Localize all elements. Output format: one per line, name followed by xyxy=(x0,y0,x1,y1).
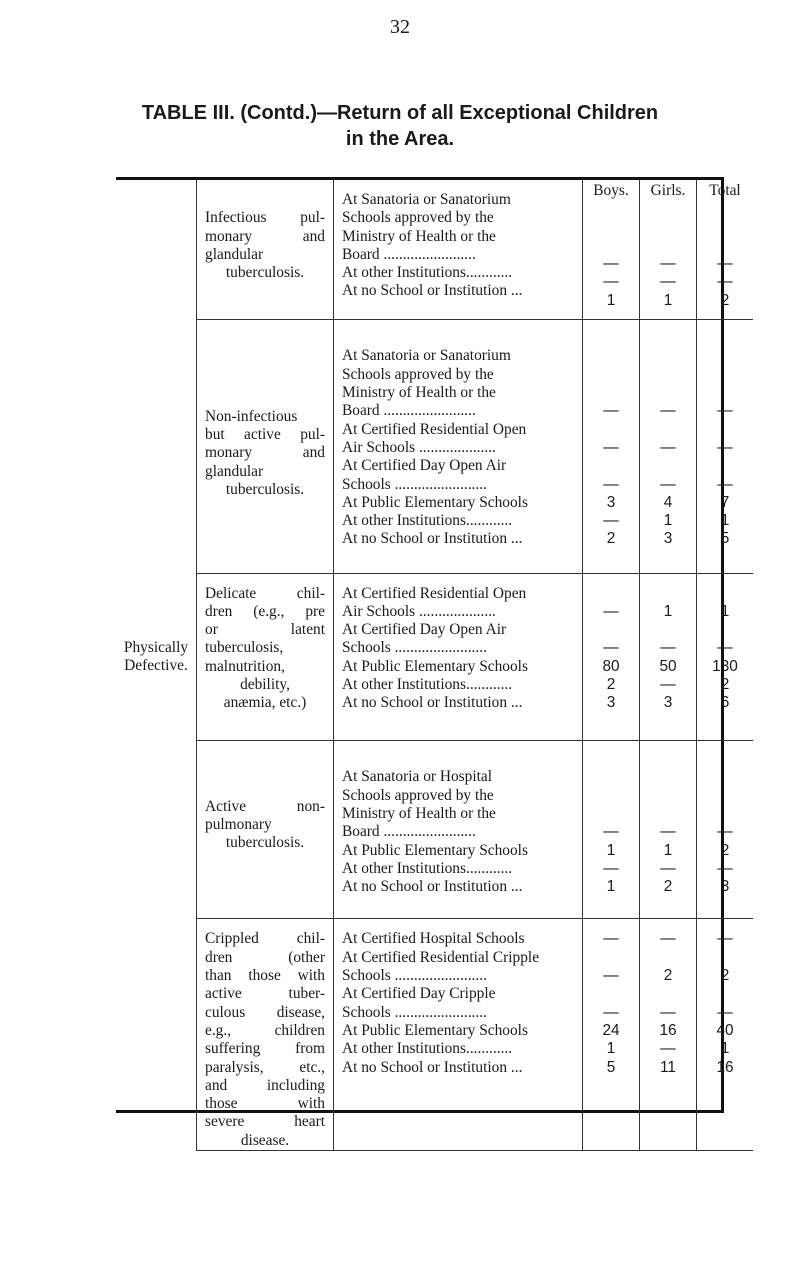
girls-value: 1 xyxy=(663,512,673,530)
girls-value: — xyxy=(660,475,676,493)
place-line: At Public Elementary Schools xyxy=(342,657,528,675)
category-cell xyxy=(116,180,197,1151)
total-column-cell xyxy=(697,320,754,573)
condition-text: Active non- pulmonary tuberculosis. xyxy=(205,797,325,852)
group-row xyxy=(116,919,753,1151)
total-value: 5 xyxy=(720,530,730,548)
place-line: At Public Elementary Schools xyxy=(342,493,528,511)
place-line: At Certified Day Open Air xyxy=(342,457,507,475)
boys-value: 5 xyxy=(606,1058,616,1076)
total-column-cell xyxy=(697,741,754,919)
condition-text: Non-infectious but active pul- monary and glandular tuberculosis. xyxy=(205,407,325,499)
boys-value: 24 xyxy=(602,1021,620,1039)
total-value: — xyxy=(717,1003,733,1021)
place-line: At other Institutions............ xyxy=(342,675,513,693)
total-value: 3 xyxy=(720,878,730,896)
boys-column-cell xyxy=(583,741,640,919)
category-label: Physically Defective. xyxy=(123,638,189,675)
boys-value: — xyxy=(603,475,619,493)
condition-text: Delicate chil- dren (e.g., pre or latent tuberculosis, malnutrition, debility, anæmia, etc.) xyxy=(205,584,325,712)
group-row xyxy=(116,320,753,573)
place-line: At other Institutions............ xyxy=(342,1040,513,1058)
boys-value: 1 xyxy=(606,1040,616,1058)
place-cell xyxy=(334,741,583,919)
title-line-2: in the Area. xyxy=(345,128,455,150)
girls-value: — xyxy=(660,1003,676,1021)
place-line: At Certified Hospital Schools xyxy=(342,930,525,948)
girls-value: 16 xyxy=(659,1021,677,1039)
place-line: At Public Elementary Schools xyxy=(342,841,528,859)
total-value: — xyxy=(717,273,733,291)
girls-value: 11 xyxy=(660,1058,676,1076)
total-value: 7 xyxy=(720,493,730,511)
girls-value: 50 xyxy=(659,657,677,675)
girls-value: — xyxy=(660,255,676,273)
condition-cell xyxy=(197,919,334,1151)
boys-value: — xyxy=(603,602,619,620)
total-value: — xyxy=(717,639,733,657)
total-value: 2 xyxy=(720,967,730,985)
place-line: At other Institutions............ xyxy=(342,512,513,530)
group-row xyxy=(116,741,753,919)
boys-value: — xyxy=(603,438,619,456)
place-line: Air Schools .................... xyxy=(342,438,496,456)
group-row xyxy=(116,180,753,320)
place-cell xyxy=(334,180,583,320)
girls-column-cell xyxy=(640,320,697,573)
boys-value: — xyxy=(603,402,619,420)
place-line: Air Schools .................... xyxy=(342,602,496,620)
place-line: At Sanatoria or Hospital xyxy=(342,768,493,786)
place-line: At no School or Institution ... xyxy=(342,282,523,300)
girls-value: 1 xyxy=(663,841,673,859)
boys-column-cell xyxy=(583,180,640,320)
place-line: Schools ........................ xyxy=(342,967,487,985)
place-line: Ministry of Health or the xyxy=(342,384,496,402)
place-cell xyxy=(334,320,583,573)
page-title xyxy=(0,100,800,152)
condition-text: Infectious pul- monary and glandular tuberculosis. xyxy=(205,209,325,282)
total-value: 1 xyxy=(720,512,730,530)
boys-value: 2 xyxy=(606,530,616,548)
girls-value: — xyxy=(660,438,676,456)
girls-value: 1 xyxy=(663,291,673,309)
total-column-cell xyxy=(697,180,754,320)
boys-value: 2 xyxy=(606,675,616,693)
boys-value: — xyxy=(603,823,619,841)
girls-value: — xyxy=(660,930,676,948)
girls-value: — xyxy=(660,859,676,877)
girls-value: — xyxy=(660,273,676,291)
boys-header: Boys. xyxy=(593,182,629,199)
place-line: Ministry of Health or the xyxy=(342,227,496,245)
total-value: 2 xyxy=(720,675,730,693)
place-line: Schools approved by the xyxy=(342,365,494,383)
place-line: Schools ........................ xyxy=(342,1003,487,1021)
girls-value: — xyxy=(660,402,676,420)
girls-value: — xyxy=(660,675,676,693)
place-line: Schools approved by the xyxy=(342,209,494,227)
boys-value: — xyxy=(603,930,619,948)
place-cell xyxy=(334,573,583,740)
condition-cell xyxy=(197,180,334,320)
girls-value: 2 xyxy=(663,967,673,985)
boys-column-cell xyxy=(583,919,640,1151)
group-row xyxy=(116,573,753,740)
page-number: 32 xyxy=(390,16,410,38)
place-line: At no School or Institution ... xyxy=(342,878,523,896)
place-line: At Certified Day Open Air xyxy=(342,621,507,639)
place-line: At Certified Residential Open xyxy=(342,584,527,602)
place-line: At other Institutions............ xyxy=(342,859,513,877)
girls-column-cell xyxy=(640,919,697,1151)
total-header: Total xyxy=(709,182,741,199)
total-value: 16 xyxy=(716,1058,734,1076)
total-value: 6 xyxy=(720,694,730,712)
total-value: — xyxy=(717,255,733,273)
total-value: 130 xyxy=(712,657,738,675)
place-line: At Certified Residential Open xyxy=(342,420,527,438)
girls-column-cell xyxy=(640,180,697,320)
girls-value: — xyxy=(660,1040,676,1058)
condition-cell xyxy=(197,573,334,740)
girls-value: 3 xyxy=(663,694,673,712)
place-line: At Certified Day Cripple xyxy=(342,985,496,1003)
boys-value: 1 xyxy=(606,878,616,896)
total-value: — xyxy=(717,930,733,948)
girls-value: 1 xyxy=(663,602,673,620)
place-line: At no School or Institution ... xyxy=(342,530,523,548)
girls-header: Girls. xyxy=(650,182,686,199)
place-line: Schools approved by the xyxy=(342,786,494,804)
exceptional-children-table xyxy=(116,180,753,1151)
total-value: — xyxy=(717,475,733,493)
condition-text: Crippled chil- dren (other than those with active tuber- culous disease, e.g., children suffering from paralysis, etc., and including those with severe heart disease. xyxy=(205,930,325,1149)
boys-value: 1 xyxy=(606,291,616,309)
total-value: 2 xyxy=(720,291,730,309)
boys-value: — xyxy=(603,1003,619,1021)
boys-value: 3 xyxy=(606,493,616,511)
place-cell xyxy=(334,919,583,1151)
place-line: Board ........................ xyxy=(342,245,476,263)
total-column-cell xyxy=(697,573,754,740)
place-line: Ministry of Health or the xyxy=(342,805,496,823)
place-line: At Sanatoria or Sanatorium xyxy=(342,347,511,365)
boys-value: — xyxy=(603,639,619,657)
place-line: At no School or Institution ... xyxy=(342,694,523,712)
girls-value: — xyxy=(660,639,676,657)
boys-value: — xyxy=(603,859,619,877)
girls-value: 4 xyxy=(663,493,673,511)
girls-value: 3 xyxy=(663,530,673,548)
boys-column-cell xyxy=(583,320,640,573)
boys-value: — xyxy=(603,512,619,530)
total-value: 40 xyxy=(716,1021,734,1039)
place-line: Board ........................ xyxy=(342,823,476,841)
place-line: At Public Elementary Schools xyxy=(342,1021,528,1039)
place-line: At Certified Residential Cripple xyxy=(342,948,540,966)
total-value: 1 xyxy=(720,1040,730,1058)
total-value: 1 xyxy=(720,602,730,620)
boys-value: — xyxy=(603,255,619,273)
place-line: Schools ........................ xyxy=(342,639,487,657)
place-line: At other Institutions............ xyxy=(342,264,513,282)
boys-value: 80 xyxy=(602,657,620,675)
total-value: — xyxy=(717,438,733,456)
total-value: — xyxy=(717,859,733,877)
boys-value: — xyxy=(603,967,619,985)
condition-cell xyxy=(197,320,334,573)
place-line: Schools ........................ xyxy=(342,475,487,493)
place-line: Board ........................ xyxy=(342,402,476,420)
girls-column-cell xyxy=(640,573,697,740)
condition-cell xyxy=(197,741,334,919)
boys-column-cell xyxy=(583,573,640,740)
boys-value: — xyxy=(603,273,619,291)
girls-column-cell xyxy=(640,741,697,919)
total-value: — xyxy=(717,823,733,841)
total-value: 2 xyxy=(720,841,730,859)
place-line: At Sanatoria or Sanatorium xyxy=(342,190,511,208)
girls-value: 2 xyxy=(663,878,673,896)
place-line: At no School or Institution ... xyxy=(342,1058,523,1076)
title-line-1: TABLE III. (Contd.)—Return of all Exceptional Children xyxy=(141,102,659,124)
boys-value: 1 xyxy=(606,841,616,859)
total-value: — xyxy=(717,402,733,420)
boys-value: 3 xyxy=(606,694,616,712)
total-column-cell xyxy=(697,919,754,1151)
girls-value: — xyxy=(660,823,676,841)
